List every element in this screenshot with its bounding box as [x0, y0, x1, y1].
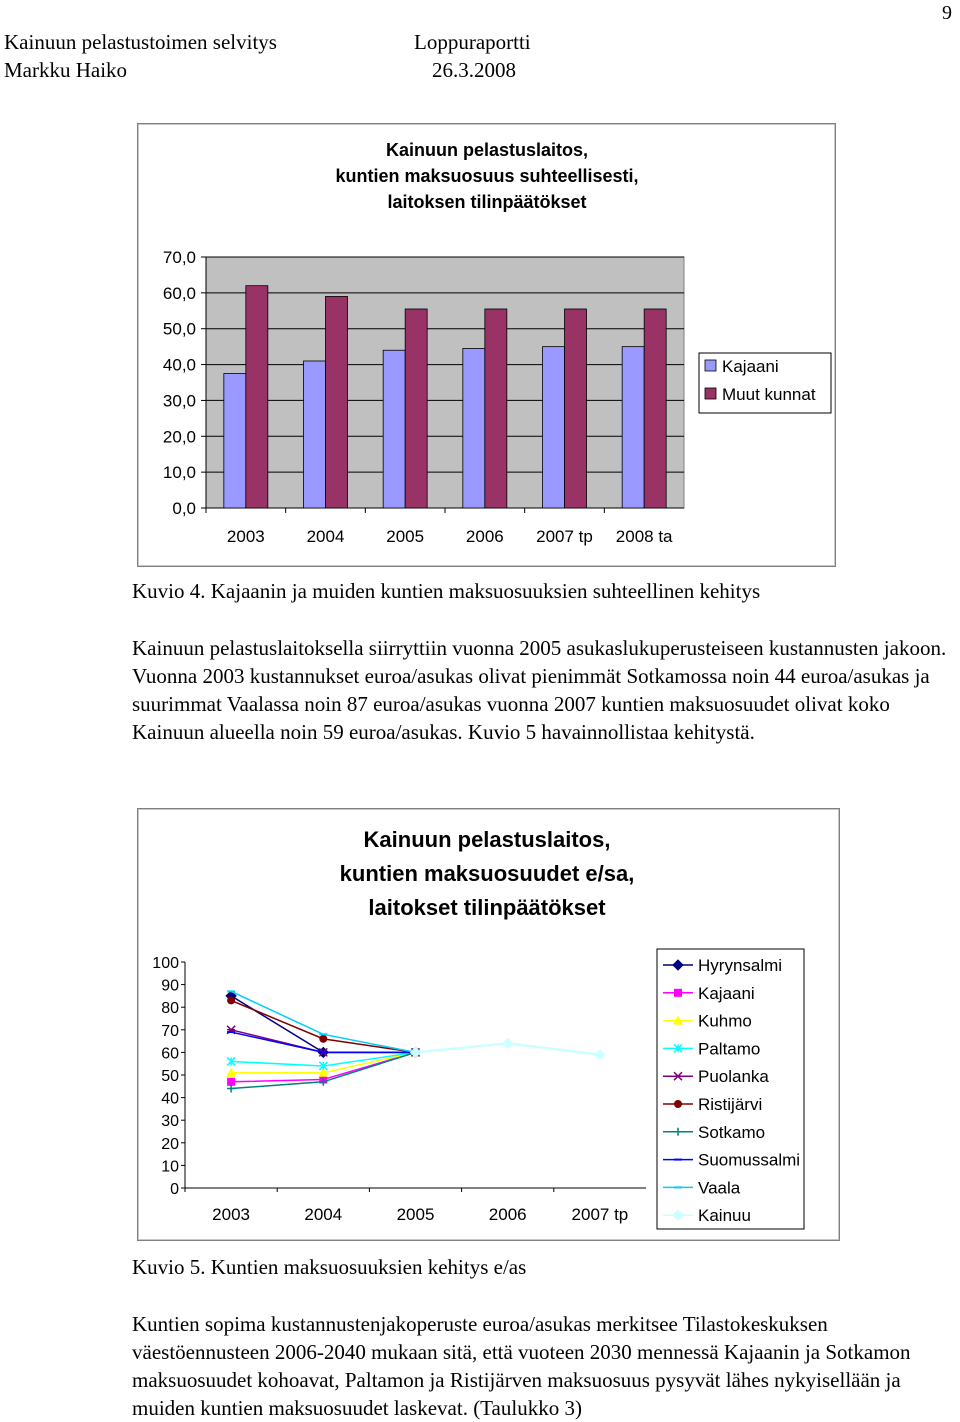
bar-kajaani [622, 347, 644, 508]
header-date: 26.3.2008 [432, 58, 516, 82]
y-tick-label: 70,0 [162, 248, 196, 267]
y-tick-label: 100 [152, 955, 179, 972]
bar-muut-kunnat [326, 296, 348, 508]
legend-label: Kajaani [722, 357, 779, 376]
legend-label: Suomussalmi [698, 1150, 801, 1170]
line-chart [138, 809, 839, 1240]
header-author: Markku Haiko [4, 58, 128, 82]
series-line [231, 1000, 415, 1052]
legend-label: Hyrynsalmi [698, 956, 783, 975]
chart-title-line: laitoksen tilinpäätökset [387, 192, 587, 212]
y-tick-label: 40 [161, 1090, 179, 1108]
y-tick-label: 0,0 [172, 499, 196, 518]
legend-swatch [705, 388, 716, 399]
legend-marker [674, 1100, 682, 1108]
data-point [319, 1035, 327, 1043]
chart-title-line: kuntien maksuosuus suhteellisesti, [335, 166, 639, 186]
bar-muut-kunnat [246, 286, 268, 508]
chart-title-line: Kainuun pelastuslaitos, [385, 140, 589, 160]
header-title-left: Kainuun pelastustoimen selvitys [4, 30, 277, 54]
legend-label: Ristijärvi [698, 1095, 763, 1114]
x-tick-label: 2004 [304, 1205, 343, 1224]
x-tick-label: 2008 ta [615, 527, 673, 546]
bar-kajaani [304, 361, 326, 508]
legend-label: Paltamo [698, 1039, 761, 1059]
bar-muut-kunnat [485, 309, 507, 508]
data-point [595, 1050, 605, 1060]
bar-muut-kunnat [644, 309, 666, 508]
bar-kajaani [383, 350, 405, 508]
y-tick-label: 40,0 [162, 355, 196, 375]
y-tick-label: 20 [161, 1135, 179, 1153]
x-tick-label: 2005 [396, 1205, 435, 1224]
paragraph-1: Kainuun pelastuslaitoksella siirryttiin vuonna 2005 asukaslukuperusteiseen kustannusten jakoon. Vuonna 2003 kustannukset euroa/asukas olivat pienimmät Sotkamossa noin 44 euroa/asukas ja suurimmat Vaalassa noin 87 euroa/asukas vuonna 2007 kuntien maksuosuudet olivat koko Kainuun alueella noin 59 euroa/asukas. Kuvio 5 havainnollistaa kehitystä. [132, 636, 947, 744]
chart-title-line: laitokset tilinpäätökset [368, 895, 606, 920]
paragraph-2: Kuntien sopima kustannustenjakoperuste euroa/asukas merkitsee Tilastokeskuksen väestöennusteen 2006-2040 mukaan sitä, että vuoteen 2030 mennessä Kajaanin ja Sotkamon maksuosuudet kohoavat, Paltamon ja Ristijärven maksuosuus pysyvät lähes nykyisellään ja muiden kuntien maksuosuudet laskevat. (Taulukko 3) [132, 1312, 911, 1420]
legend-label: Vaala [698, 1178, 741, 1198]
bar-kajaani [543, 347, 565, 508]
chart-title-line: kuntien maksuosuudet e/sa, [339, 861, 635, 886]
x-tick-label: 2003 [226, 527, 265, 546]
chart-title-line: Kainuun pelastuslaitos, [363, 827, 611, 852]
data-point [227, 996, 235, 1004]
plot-area [206, 257, 684, 508]
legend-label: Kajaani [698, 983, 755, 1003]
bar-chart-figure [137, 123, 836, 567]
legend-label: Puolanka [698, 1067, 769, 1087]
y-tick-label: 30,0 [162, 391, 196, 411]
y-tick-label: 10,0 [162, 463, 196, 483]
line-chart-figure [137, 808, 840, 1241]
legend-swatch [705, 360, 716, 371]
y-tick-label: 50,0 [162, 319, 196, 339]
y-tick-label: 20,0 [162, 427, 196, 447]
x-tick-label: 2003 [212, 1205, 251, 1224]
y-tick-label: 70 [161, 1022, 179, 1040]
x-tick-label: 2006 [488, 1205, 527, 1224]
y-tick-label: 0 [170, 1181, 179, 1198]
bar-muut-kunnat [405, 309, 427, 508]
y-tick-label: 60,0 [162, 283, 196, 303]
y-tick-label: 80 [161, 1000, 179, 1018]
legend-label: Kuhmo [698, 1011, 752, 1031]
figure-4-caption: Kuvio 4. Kajaanin ja muiden kuntien maksuosuuksien suhteellinen kehitys [132, 579, 761, 603]
y-tick-label: 50 [161, 1068, 179, 1085]
x-tick-label: 2006 [465, 527, 504, 546]
y-tick-label: 30 [161, 1113, 179, 1131]
legend-label: Muut kunnat [722, 385, 816, 404]
x-tick-label: 2004 [306, 527, 345, 546]
page-number: 9 [942, 2, 952, 24]
figure-5-caption: Kuvio 5. Kuntien maksuosuuksien kehitys e/as [132, 1255, 527, 1279]
series-vaala [227, 991, 419, 1052]
legend-label: Sotkamo [698, 1122, 766, 1142]
x-tick-label: 2005 [386, 527, 425, 546]
x-tick-label: 2007 tp [571, 1205, 629, 1224]
legend-marker [674, 989, 682, 997]
y-tick-label: 60 [161, 1045, 179, 1063]
header-title-right: Loppuraportti [414, 30, 531, 54]
bar-chart [138, 124, 835, 566]
y-tick-label: 90 [161, 977, 179, 995]
y-tick-label: 10 [161, 1158, 179, 1176]
x-tick-label: 2007 tp [536, 527, 593, 546]
series-line [231, 991, 415, 1052]
bar-kajaani [463, 348, 485, 508]
series-kainuu [411, 1038, 605, 1059]
data-point [503, 1038, 513, 1048]
bar-muut-kunnat [565, 309, 587, 508]
bar-kajaani [224, 374, 246, 508]
legend-label: Kainuu [698, 1206, 751, 1226]
